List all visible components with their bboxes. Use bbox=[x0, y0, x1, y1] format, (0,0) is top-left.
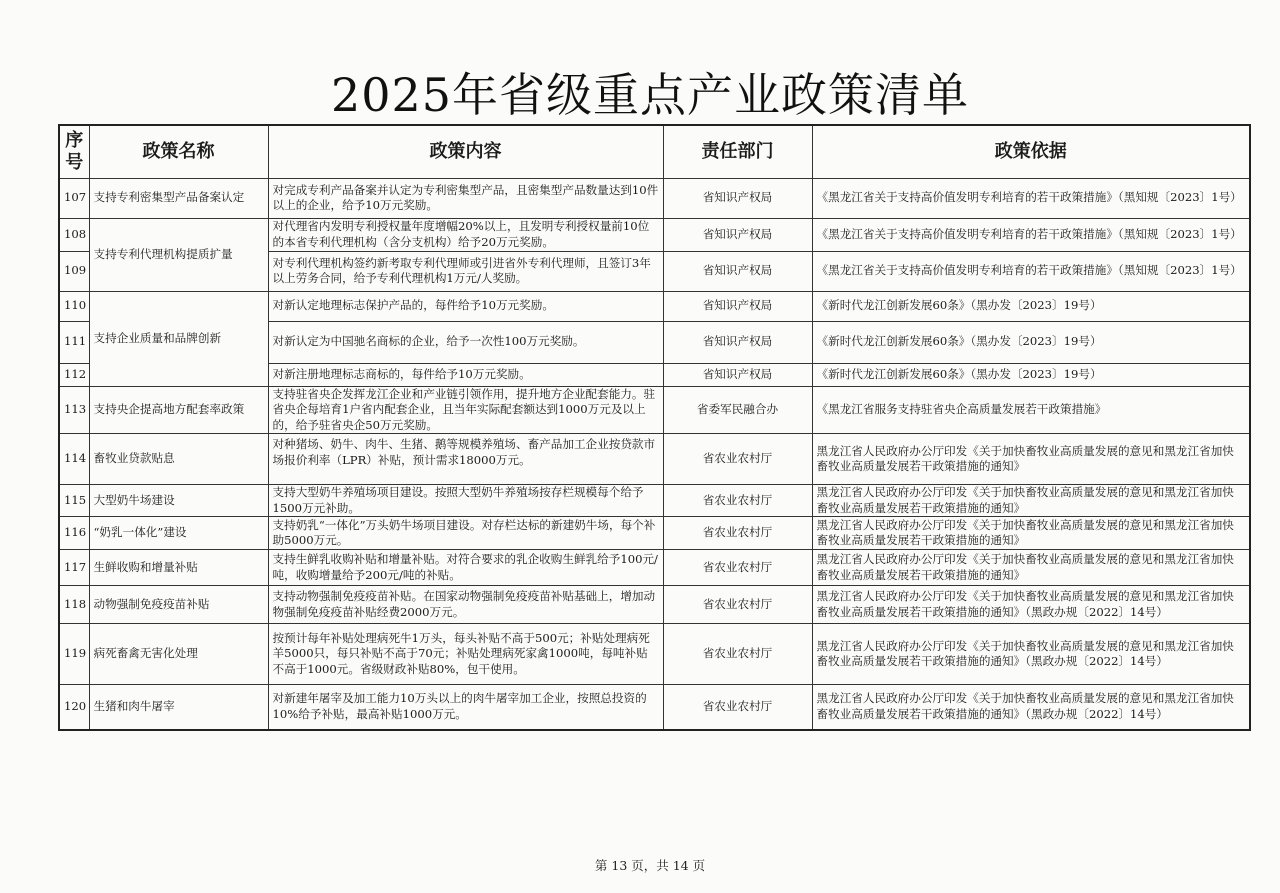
table-row bbox=[59, 517, 1250, 550]
row-seq: 117 bbox=[59, 550, 89, 586]
row-policy-content: 对新认定为中国驰名商标的企业，给予一次性100万元奖励。 bbox=[268, 321, 663, 363]
row-policy-content: 对新认定地理标志保护产品的，每件给予10万元奖励。 bbox=[268, 291, 663, 321]
row-seq: 109 bbox=[59, 251, 89, 291]
table-row bbox=[59, 291, 1250, 321]
row-policy-content: 支持大型奶牛养殖场项目建设。按照大型奶牛养殖场按存栏规模每个给予1500万元补助。 bbox=[268, 485, 663, 517]
row-department: 省知识产权局 bbox=[663, 291, 812, 321]
row-policy-content: 对种猪场、奶牛、肉牛、生猪、鹅等规模养殖场、畜产品加工企业按贷款市场报价利率（LPR）补贴，预计需求18000万元。 bbox=[268, 434, 663, 485]
row-policy-basis: 黑龙江省人民政府办公厅印发《关于加快畜牧业高质量发展的意见和黑龙江省加快畜牧业高质量发展若干政策措施的通知》 bbox=[812, 517, 1250, 550]
row-department: 省农业农村厅 bbox=[663, 586, 812, 624]
row-policy-name: 大型奶牛场建设 bbox=[89, 485, 268, 517]
table-row bbox=[59, 586, 1250, 624]
row-policy-content: 对完成专利产品备案并认定为专利密集型产品，且密集型产品数量达到10件以上的企业，给予10万元奖励。 bbox=[268, 178, 663, 218]
row-policy-name: 病死畜禽无害化处理 bbox=[89, 624, 268, 685]
row-department: 省农业农村厅 bbox=[663, 685, 812, 730]
row-seq: 119 bbox=[59, 624, 89, 685]
row-policy-name: 支持企业质量和品牌创新 bbox=[89, 291, 268, 386]
row-department: 省委军民融合办 bbox=[663, 386, 812, 434]
row-policy-name: 动物强制免疫疫苗补贴 bbox=[89, 586, 268, 624]
row-policy-basis: 《黑龙江省服务支持驻省央企高质量发展若干政策措施》 bbox=[812, 386, 1250, 434]
table-row bbox=[59, 434, 1250, 485]
row-policy-basis: 黑龙江省人民政府办公厅印发《关于加快畜牧业高质量发展的意见和黑龙江省加快畜牧业高质量发展若干政策措施的通知》（黑政办规〔2022〕14号） bbox=[812, 586, 1250, 624]
row-policy-content: 按预计每年补贴处理病死牛1万头，每头补贴不高于500元；补贴处理病死羊5000只，每只补贴不高于70元；补贴处理病死家禽1000吨，每吨补贴不高于1000元。省级财政补贴80%，包干使用。 bbox=[268, 624, 663, 685]
row-policy-name: 生猪和肉牛屠宰 bbox=[89, 685, 268, 730]
row-policy-content: 支持动物强制免疫疫苗补贴。在国家动物强制免疫疫苗补贴基础上，增加动物强制免疫疫苗补贴经费2000万元。 bbox=[268, 586, 663, 624]
column-header-dept: 责任部门 bbox=[663, 125, 812, 178]
column-header-content: 政策内容 bbox=[268, 125, 663, 178]
row-policy-content: 对新注册地理标志商标的，每件给予10万元奖励。 bbox=[268, 363, 663, 386]
row-department: 省知识产权局 bbox=[663, 178, 812, 218]
row-seq: 120 bbox=[59, 685, 89, 730]
row-department: 省农业农村厅 bbox=[663, 517, 812, 550]
policy-table bbox=[58, 124, 1251, 731]
row-policy-basis: 黑龙江省人民政府办公厅印发《关于加快畜牧业高质量发展的意见和黑龙江省加快畜牧业高质量发展若干政策措施的通知》（黑政办规〔2022〕14号） bbox=[812, 624, 1250, 685]
row-policy-name: 支持专利密集型产品备案认定 bbox=[89, 178, 268, 218]
row-seq: 111 bbox=[59, 321, 89, 363]
row-policy-name: 支持央企提高地方配套率政策 bbox=[89, 386, 268, 434]
table-row bbox=[59, 218, 1250, 251]
row-seq: 107 bbox=[59, 178, 89, 218]
column-header-basis: 政策依据 bbox=[812, 125, 1250, 178]
row-policy-name: 支持专利代理机构提质扩量 bbox=[89, 218, 268, 291]
row-department: 省农业农村厅 bbox=[663, 485, 812, 517]
row-department: 省知识产权局 bbox=[663, 363, 812, 386]
row-department: 省知识产权局 bbox=[663, 321, 812, 363]
table-header-row bbox=[59, 125, 1250, 178]
row-department: 省知识产权局 bbox=[663, 218, 812, 251]
column-header-name: 政策名称 bbox=[89, 125, 268, 178]
table-row bbox=[59, 386, 1250, 434]
row-policy-content: 对代理省内发明专利授权量年度增幅20%以上，且发明专利授权量前10位的本省专利代理机构（含分支机构）给予20万元奖励。 bbox=[268, 218, 663, 251]
table-row bbox=[59, 685, 1250, 730]
row-seq: 115 bbox=[59, 485, 89, 517]
row-department: 省知识产权局 bbox=[663, 251, 812, 291]
row-policy-basis: 黑龙江省人民政府办公厅印发《关于加快畜牧业高质量发展的意见和黑龙江省加快畜牧业高质量发展若干政策措施的通知》 bbox=[812, 485, 1250, 517]
row-seq: 110 bbox=[59, 291, 89, 321]
row-policy-content: 对专利代理机构签约新考取专利代理师或引进省外专利代理师，且签订3年以上劳务合同，给予专利代理机构1万元/人奖励。 bbox=[268, 251, 663, 291]
row-policy-content: 支持生鲜乳收购补贴和增量补贴。对符合要求的乳企收购生鲜乳给予100元/吨，收购增量给予200元/吨的补贴。 bbox=[268, 550, 663, 586]
row-policy-name: 生鲜收购和增量补贴 bbox=[89, 550, 268, 586]
page-footer bbox=[0, 856, 1280, 874]
row-policy-content: 支持驻省央企发挥龙江企业和产业链引领作用，提升地方企业配套能力。驻省央企每培育1户省内配套企业，且当年实际配套额达到1000万元及以上的，给予驻省央企50万元奖励。 bbox=[268, 386, 663, 434]
row-seq: 113 bbox=[59, 386, 89, 434]
row-policy-name: “奶乳一体化”建设 bbox=[89, 517, 268, 550]
row-seq: 114 bbox=[59, 434, 89, 485]
row-policy-name: 畜牧业贷款贴息 bbox=[89, 434, 268, 485]
table-row bbox=[59, 178, 1250, 218]
row-policy-basis: 《黑龙江省关于支持高价值发明专利培育的若干政策措施》（黑知规〔2023〕1号） bbox=[812, 251, 1250, 291]
row-seq: 112 bbox=[59, 363, 89, 386]
row-department: 省农业农村厅 bbox=[663, 434, 812, 485]
row-policy-basis: 《新时代龙江创新发展60条》（黑办发〔2023〕19号） bbox=[812, 321, 1250, 363]
row-policy-basis: 黑龙江省人民政府办公厅印发《关于加快畜牧业高质量发展的意见和黑龙江省加快畜牧业高质量发展若干政策措施的通知》 bbox=[812, 550, 1250, 586]
column-header-seq: 序号 bbox=[59, 125, 89, 178]
row-policy-basis: 黑龙江省人民政府办公厅印发《关于加快畜牧业高质量发展的意见和黑龙江省加快畜牧业高质量发展若干政策措施的通知》 bbox=[812, 434, 1250, 485]
row-seq: 116 bbox=[59, 517, 89, 550]
page-title: 2025年省级重点产业政策清单 bbox=[330, 68, 970, 122]
page-number-label: 第 13 页，共 14 页 bbox=[594, 858, 706, 873]
row-policy-content: 支持奶乳“一体化”万头奶牛场项目建设。对存栏达标的新建奶牛场，每个补助5000万元。 bbox=[268, 517, 663, 550]
row-department: 省农业农村厅 bbox=[663, 624, 812, 685]
row-policy-basis: 《黑龙江省关于支持高价值发明专利培育的若干政策措施》（黑知规〔2023〕1号） bbox=[812, 178, 1250, 218]
table-row bbox=[59, 624, 1250, 685]
row-policy-content: 对新建年屠宰及加工能力10万头以上的肉牛屠宰加工企业，按照总投资的10%给予补贴，最高补贴1000万元。 bbox=[268, 685, 663, 730]
row-policy-basis: 《黑龙江省关于支持高价值发明专利培育的若干政策措施》（黑知规〔2023〕1号） bbox=[812, 218, 1250, 251]
row-seq: 108 bbox=[59, 218, 89, 251]
row-policy-basis: 黑龙江省人民政府办公厅印发《关于加快畜牧业高质量发展的意见和黑龙江省加快畜牧业高质量发展若干政策措施的通知》（黑政办规〔2022〕14号） bbox=[812, 685, 1250, 730]
table-row bbox=[59, 485, 1250, 517]
row-department: 省农业农村厅 bbox=[663, 550, 812, 586]
row-policy-basis: 《新时代龙江创新发展60条》（黑办发〔2023〕19号） bbox=[812, 291, 1250, 321]
row-policy-basis: 《新时代龙江创新发展60条》（黑办发〔2023〕19号） bbox=[812, 363, 1250, 386]
row-seq: 118 bbox=[59, 586, 89, 624]
table-row bbox=[59, 550, 1250, 586]
